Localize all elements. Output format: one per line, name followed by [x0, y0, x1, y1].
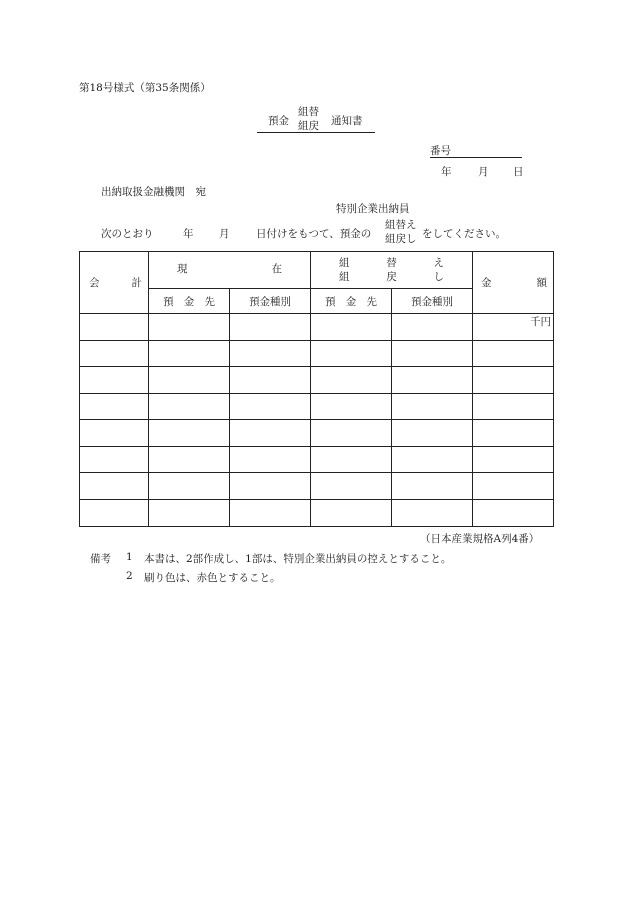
header-current: 現 在	[149, 252, 311, 289]
body-suffix: をしてください。	[422, 228, 506, 240]
date-day-label: 日	[513, 166, 524, 178]
paper-size-note: （日本産業規格A列4番）	[420, 533, 540, 545]
addressee: 出納取扱金融機関 宛	[101, 186, 206, 198]
subheader-current-type: 預金種別	[230, 289, 311, 314]
note-1-number: 1	[126, 551, 133, 563]
subheader-change-depositor: 預 金 先	[311, 289, 392, 314]
form-number: 第18号様式（第35条関係）	[79, 82, 211, 94]
note-2-text: 刷り色は、赤色とすること。	[144, 572, 281, 584]
notes-label: 備考	[90, 553, 111, 565]
date-month-label: 月	[478, 166, 489, 178]
form-title	[257, 105, 375, 133]
date-year-label: 年	[441, 166, 452, 178]
table-row	[80, 420, 554, 447]
body-prefix: 次のとおり	[101, 228, 154, 240]
note-2-number: 2	[126, 570, 133, 582]
body-option-regroup: 組替え	[385, 219, 417, 231]
amount-unit-label: 千円	[473, 314, 554, 341]
body-option-return: 組戻し	[385, 233, 417, 245]
body-year: 年	[183, 228, 194, 240]
body-month: 月	[219, 228, 230, 240]
title-prefix: 預金	[268, 115, 289, 127]
body-middle: 日付けをもつて、預金の	[256, 228, 372, 240]
table-row	[80, 314, 554, 341]
table-row	[80, 394, 554, 420]
header-amount: 金 額	[473, 252, 554, 314]
table-row	[80, 341, 554, 367]
table-row	[80, 473, 554, 500]
table-row	[80, 447, 554, 473]
subheader-change-type: 預金種別	[392, 289, 473, 314]
table-row	[80, 500, 554, 527]
subheader-current-depositor: 預 金 先	[149, 289, 230, 314]
header-account: 会 計	[80, 252, 149, 314]
title-option-regroup: 組替	[298, 106, 319, 118]
transfer-table	[79, 251, 554, 527]
table-row	[80, 367, 554, 394]
note-1-text: 本書は、2部作成し、1部は、特別企業出納員の控えとすること。	[144, 553, 452, 565]
header-regroup-return: 組 替 え 組 戻 し	[311, 252, 473, 289]
title-option-return: 組戻	[298, 120, 319, 132]
sender-title: 特別企業出納員	[336, 203, 410, 215]
title-suffix: 通知書	[331, 115, 363, 127]
number-label: 番号	[430, 145, 451, 157]
